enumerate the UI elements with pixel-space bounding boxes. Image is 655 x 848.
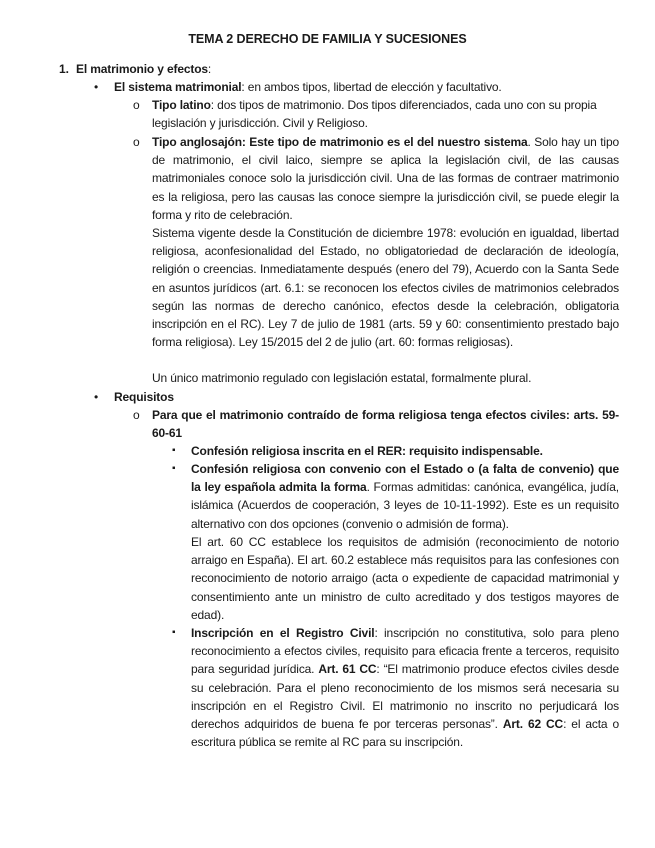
art62-text: : el acta o escritura pública se remite al RC para su inscripción. xyxy=(191,717,619,750)
sistema-text: : en ambos tipos, libertad de elección y facultativo. xyxy=(241,80,502,94)
bullet-latino: o xyxy=(133,98,140,112)
art62-label: Art. 62 CC xyxy=(502,717,564,732)
anglosajon-paragraph-constitucion: Sistema vigente desde la Constitución de diciembre 1978: evolución en igualdad, libertad religiosa, aconfesionalidad del Estado, no obligatoriedad de declaración de ideología, religión o creencias. Inmediatamente después (enero del 79), Acuerdo con la Santa Sede en asuntos jurídicos (art. 6.1: se reconocen los efectos civiles de matrimonios celebrados según las normas de derecho canónico, efectos desde la celebración, obligatoria inscripción en el RC). Ley 7 de julio de 1981 (arts. 59 y 60: consentimiento prestado bajo forma religiosa). Ley 15/2015 del 2 de julio (art. 60: formas religiosas). xyxy=(152,226,619,350)
bullet-registro: ▪ xyxy=(172,627,176,638)
rer-item xyxy=(191,442,619,460)
tipo-latino-item xyxy=(152,96,619,132)
convenio-paragraph-art60: El art. 60 CC establece los requisitos de admisión (reconocimiento de notorio arraigo en España). El art. 60.2 establece más requisitos para las confesiones con reconocimiento de notorio arraigo (acta o expediente de capacidad matrimonial y consentimiento ante un ministro de culto acreditado y dos testigos mayores de edad). xyxy=(191,535,619,622)
registro-text: : inscripción no constitutiva, solo para pleno reconocimiento a efectos civiles, requisito para eficacia frente a terceros, requisito para seguridad jurídica. xyxy=(191,626,619,677)
art61-text: : “El matrimonio produce efectos civiles desde su celebración. Para el pleno reconocimiento de los mismos será necesaria su inscripción en el Registro Civil. El matrimonio no inscrito no perjudicará los derechos adquiridos de buena fe por terceras personas”. xyxy=(191,662,619,732)
bullet-sistema: • xyxy=(94,80,99,94)
art61-label: Art. 61 CC xyxy=(318,662,377,677)
convenio-item xyxy=(191,460,619,533)
bullet-rer: ▪ xyxy=(172,445,176,456)
section-heading-colon: : xyxy=(207,62,212,76)
section-heading xyxy=(76,60,616,78)
latino-text: : dos tipos de matrimonio. Dos tipos diferenciados, cada uno con su propia legislación y jurisdicción. Civil y Religioso. xyxy=(152,98,597,131)
anglosajon-paragraph-unico: Un único matrimonio regulado con legislación estatal, formalmente plural. xyxy=(152,371,532,385)
latino-label: Tipo latino xyxy=(152,98,211,112)
sistema-label: El sistema matrimonial xyxy=(114,80,242,94)
rer-label: Confesión religiosa inscrita en el RER: requisito indispensable. xyxy=(191,444,543,458)
registro-label: Inscripción en el Registro Civil xyxy=(191,626,375,640)
document-title: TEMA 2 DERECHO DE FAMILIA Y SUCESIONES xyxy=(188,32,467,46)
efectos-civiles-item xyxy=(152,406,619,442)
bullet-requisitos: • xyxy=(94,390,99,404)
sistema-matrimonial-item xyxy=(114,78,624,96)
requisitos-heading xyxy=(114,388,624,406)
tipo-anglosajon-item xyxy=(152,133,619,224)
bullet-anglosajon: o xyxy=(133,135,140,149)
section-heading-label: El matrimonio y efectos xyxy=(76,62,208,76)
anglosajon-text: . Solo hay un tipo de matrimonio, el civil laico, siempre se aplica la legislación civil, de las causas matrimoniales conoce solo la jurisdicción civil. Una de las formas de contraer matrimonio es la religiosa, pero las causas las conoce siempre la jurisdicción civil, se puede elegir la forma y rito de celebración. xyxy=(152,135,619,222)
requisitos-label: Requisitos xyxy=(114,390,174,404)
section-number: 1. xyxy=(59,62,70,76)
efectos-label: Para que el matrimonio contraído de forma religiosa tenga efectos civiles: arts. 59-60-61 xyxy=(152,408,619,441)
anglosajon-label: Tipo anglosajón: Este tipo de matrimonio es el del nuestro sistema xyxy=(152,135,528,149)
bullet-convenio: ▪ xyxy=(172,463,176,474)
registro-civil-item xyxy=(191,624,619,751)
convenio-text: . Formas admitidas: canónica, evangélica, judía, islámica (Acuerdos de cooperación, 3 leyes de 10-11-1992). Este es un requisito alternativo con dos opciones (convenio o admisión de forma). xyxy=(191,480,619,531)
bullet-efectos: o xyxy=(133,408,140,422)
convenio-label: Confesión religiosa con convenio con el Estado o (a falta de convenio) que la ley española admita la forma xyxy=(191,462,619,495)
